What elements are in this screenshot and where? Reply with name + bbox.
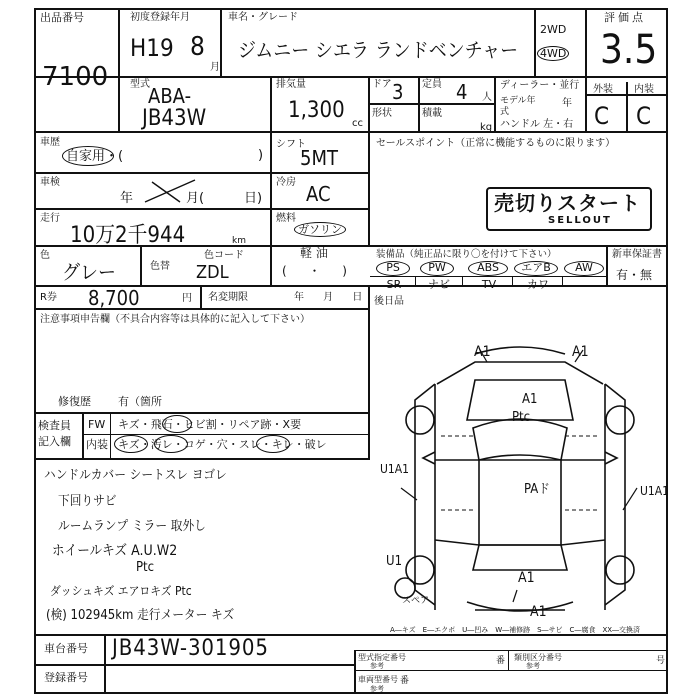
class-ref: 参考 <box>526 662 540 670</box>
mileage-value: 10万2千944 <box>70 223 186 248</box>
shift-value: 5MT <box>300 146 338 170</box>
diagram-mark-hood: A1 <box>522 392 538 407</box>
ac-value: AC <box>306 182 331 206</box>
color-code-label: 色コード <box>204 250 244 261</box>
equip-airbag: エアB <box>514 261 558 276</box>
fw-label: FW <box>88 418 106 431</box>
inspection-month: 月( <box>186 191 205 206</box>
capacity-value: 4 <box>456 80 468 104</box>
inspection-strike <box>140 176 200 206</box>
equip-sr: SR <box>386 278 402 291</box>
body-type-label: 車両型番号 <box>358 675 398 684</box>
door-value: 3 <box>392 80 404 104</box>
first-registration-label: 初度登録年月 <box>130 12 190 23</box>
fuel-paren: ( ・ ) <box>282 264 347 278</box>
model-spec-num: 番 <box>496 656 506 666</box>
sellout-stamp-sub: SELLOUT <box>548 215 612 226</box>
registration-month-unit: 月 <box>210 62 220 73</box>
fuel-diesel: 軽 油 <box>300 246 328 260</box>
recycle-label: R券 <box>40 292 57 303</box>
load-label: 積載 <box>422 108 442 119</box>
handwritten-note-5: Ptc <box>136 560 155 575</box>
equip-leather: カワ <box>527 278 549 291</box>
model-year-unit: 年 <box>562 98 572 109</box>
interior-grade-label: 内装 <box>634 84 654 95</box>
diagram-mark-rear-bumper: A1 <box>530 604 547 620</box>
displacement-value: 1,300 <box>288 98 345 123</box>
handwritten-note-4: ホイールキズ A.U.W2 <box>52 543 178 559</box>
dealer-label: ディーラー・並行 <box>500 80 580 91</box>
int-label: 内装 <box>86 438 108 451</box>
repair-value: 有（箇所 <box>118 395 162 408</box>
handwritten-note-1: ハンドルカバー シートスレ ヨゴレ <box>44 468 227 483</box>
model-spec-ref: 参考 <box>370 662 384 670</box>
color-change-label: 色替 <box>150 261 170 272</box>
body-type-ref: 参考 <box>370 685 384 693</box>
lot-number: 7100 <box>42 62 109 92</box>
fuel-label: 燃料 <box>276 213 296 224</box>
equip-abs: ABS <box>468 261 508 276</box>
fw-stone-circle <box>162 415 192 433</box>
door-label: ドア <box>372 79 392 90</box>
color-value: グレー <box>62 260 116 284</box>
int-wear-circle <box>256 435 290 453</box>
exterior-grade: C <box>594 102 610 130</box>
equip-navi: ナビ <box>428 278 450 291</box>
color-label: 色 <box>40 250 50 261</box>
ac-label: 冷房 <box>276 177 296 188</box>
model-value: JB43W <box>142 106 207 131</box>
diagram-mark-front-right: A1 <box>572 344 589 360</box>
name-change-date: 年 月 日 <box>294 292 363 303</box>
int-items: キズ・汚レ・コゲ・穴・スレ・キレ・破レ <box>118 438 327 451</box>
capacity-label: 定員 <box>422 79 442 90</box>
diagram-mark-roof: PAド <box>524 482 551 497</box>
body-type-num: 番 <box>400 676 410 686</box>
diagram-mark-front-left: A1 <box>474 344 491 360</box>
sellout-stamp-main: 売切りスタート <box>494 191 641 215</box>
equip-ps: PS <box>376 261 410 276</box>
diagram-mark-hood-ptc: Ptc <box>512 410 531 425</box>
diagram-mark-left-side: U1A1 <box>380 462 410 476</box>
displacement-unit: cc <box>352 118 363 129</box>
equip-tv: TV <box>481 278 497 291</box>
inspection-day: 日) <box>244 191 263 206</box>
drive-4wd: 4WD <box>537 46 569 61</box>
registration-year: H19 <box>130 34 174 62</box>
drive-2wd: 2WD <box>540 23 567 36</box>
fw-items: キズ・飛石・ヒビ割・リペア跡・X要 <box>118 418 302 431</box>
diagram-mark-right-side: U1A1 <box>640 484 670 498</box>
warranty-label: 新車保証書 <box>612 249 662 260</box>
grade-label: 評価点 <box>604 11 646 24</box>
class-label: 類別区分番号 <box>514 653 562 662</box>
damage-legend: A―キズ E―エクボ U―凹み W―補修跡 S―サビ C―腐食 XX―交換済 <box>390 626 641 634</box>
inspector-title-1: 検査員 <box>38 419 71 432</box>
private-use-circle <box>62 146 114 166</box>
handle-label: ハンドル 左・右 <box>500 119 574 130</box>
sales-point-label: セールスポイント（正常に機能するものに限ります） <box>376 138 616 149</box>
color-code-value: ZDL <box>196 262 229 283</box>
inspection-year: 年 <box>120 191 134 206</box>
int-scratch-circle <box>114 435 148 453</box>
interior-grade: C <box>636 102 652 130</box>
aftermarket-label: 後日品 <box>374 296 404 307</box>
grade-value: 3.5 <box>600 27 658 73</box>
handwritten-note-2: 下回りサビ <box>58 494 117 509</box>
handwritten-note-6: ダッシュキズ エアロキズ Ptc <box>50 584 192 598</box>
equip-aw: AW <box>564 261 604 276</box>
load-unit: kg <box>480 122 493 133</box>
registration-number-label: 登録番号 <box>44 671 88 684</box>
history-label: 車歴 <box>40 137 60 148</box>
displacement-label: 排気量 <box>276 79 306 90</box>
int-dirt-circle <box>154 435 188 453</box>
notes-label: 注意事項申告欄（不具合内容等は具体的に記入して下さい） <box>40 314 310 325</box>
inspection-label: 車検 <box>40 177 60 188</box>
spare-tire-label: スペア <box>402 596 430 606</box>
shift-label: シフト <box>276 139 306 150</box>
shape-label: 形状 <box>372 108 392 119</box>
model-value-prefix: ABA- <box>148 84 192 108</box>
repair-label: 修復歴 <box>58 395 91 408</box>
car-body-diagram <box>375 340 665 635</box>
handwritten-note-3: ルームランプ ミラー 取外し <box>58 519 206 534</box>
diagram-mark-rear-left: U1 <box>386 554 403 569</box>
warranty-value: 有・無 <box>616 268 653 282</box>
recycle-value: 8,700 <box>88 286 140 310</box>
inspector-title-2: 記入欄 <box>38 435 71 448</box>
history-value: 自家用・( <box>66 149 124 164</box>
chassis-number: JB43W-301905 <box>112 636 269 661</box>
equip-pw: PW <box>420 261 454 276</box>
model-label: 型式 <box>130 79 150 90</box>
lot-number-label: 出品番号 <box>40 11 84 24</box>
chassis-label: 車台番号 <box>44 642 88 655</box>
mileage-unit: km <box>232 236 246 246</box>
equipment-label: 装備品（純正品に限り〇を付けて下さい） <box>376 249 557 260</box>
capacity-unit: 人 <box>482 92 492 103</box>
class-num: 号 <box>656 656 666 666</box>
registration-month: 8 <box>190 32 205 62</box>
exterior-grade-label: 外装 <box>593 84 613 95</box>
history-close: ) <box>258 148 264 163</box>
car-name-label: 車名・グレード <box>228 12 298 23</box>
diagram-mark-rear: A1 <box>518 570 535 586</box>
model-year-label: モデル年式 <box>500 96 536 117</box>
name-change-label: 名変期限 <box>208 292 248 303</box>
fuel-value: ガソリン <box>294 222 346 237</box>
mileage-label: 走行 <box>40 213 60 224</box>
recycle-unit: 円 <box>182 293 192 304</box>
car-name-grade: ジムニー シエラ ランドベンチャー <box>238 38 519 62</box>
handwritten-note-7: (検) 102945km 走行メーター キズ <box>46 608 235 623</box>
model-spec-label: 型式指定番号 <box>358 653 406 662</box>
